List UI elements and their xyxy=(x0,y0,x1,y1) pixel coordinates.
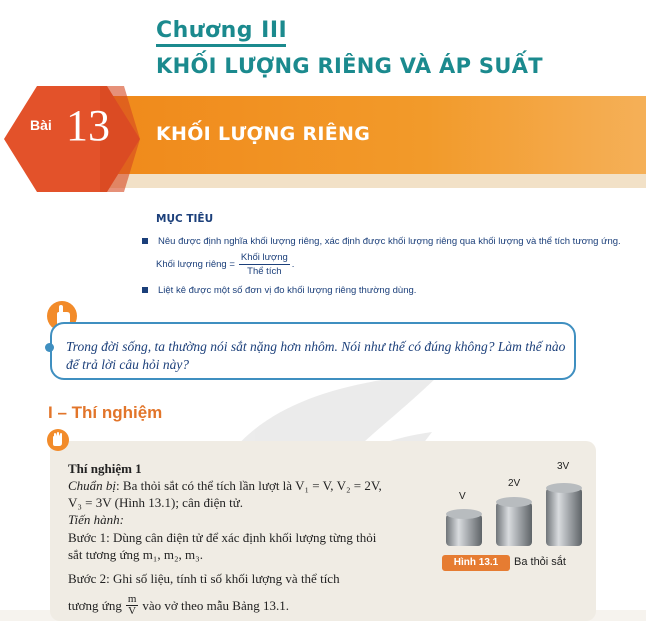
prep-line2: V₃ = 3V (Hình 13.1); cân điện tử. xyxy=(68,495,244,510)
question-dot xyxy=(45,343,54,352)
objective-text: Nêu được định nghĩa khối lượng riêng, xác định được khối lượng riêng qua khối lượng và thể tích tương ứng. xyxy=(158,236,621,247)
objective-item xyxy=(142,236,621,247)
chapter-label: Chương III xyxy=(156,18,288,43)
lesson-number: 13 xyxy=(66,101,110,150)
step2-frac-num: m xyxy=(127,593,137,605)
figure-label-v: V xyxy=(459,491,466,502)
figure-caption-text: Ba thỏi sắt xyxy=(514,556,566,568)
figure-label-3v: 3V xyxy=(557,461,570,472)
section-title: I – Thí nghiệm xyxy=(48,403,163,422)
bullet-icon xyxy=(142,287,148,293)
formula-lhs: Khối lượng riêng = xyxy=(156,259,235,270)
formula-end: . xyxy=(291,259,295,270)
figure-caption-tag: Hình 13.1 xyxy=(442,555,510,571)
experiment-title: Thí nghiệm 1 xyxy=(68,461,142,476)
objectives-heading: MỤC TIÊU xyxy=(156,213,214,225)
lesson-title: KHỐI LƯỢNG RIÊNG xyxy=(156,123,371,145)
chapter-title: KHỐI LƯỢNG RIÊNG VÀ ÁP SUẤT xyxy=(156,54,543,78)
formula-fraction xyxy=(239,252,290,277)
formula-numerator: Khối lượng xyxy=(240,252,288,263)
density-formula xyxy=(156,252,294,277)
iron-bar-1 xyxy=(446,509,482,546)
figure-label-2v: 2V xyxy=(508,478,521,489)
iron-bar-2 xyxy=(496,497,532,546)
step2-text-a: tương ứng xyxy=(68,598,122,613)
step2-fraction xyxy=(126,594,139,617)
procedure-label: Tiến hành: xyxy=(68,512,124,527)
step2-line2 xyxy=(68,594,289,617)
prep-label: Chuẩn bị xyxy=(68,478,117,493)
step1-line1: Bước 1: Dùng cân điện tử để xác định khối lượng từng thỏi xyxy=(68,530,377,545)
objective-text: Liệt kê được một số đơn vị đo khối lượng riêng thường dùng. xyxy=(158,285,417,296)
objective-item xyxy=(142,285,416,296)
hand-icon xyxy=(46,428,70,452)
iron-bars-figure xyxy=(440,480,590,552)
formula-denominator: Thể tích xyxy=(247,266,282,277)
opening-question: Trong đời sống, ta thường nói sắt nặng hơn nhôm. Nói như thế có đúng không? Làm thế nào để trả lời câu hỏi này? xyxy=(66,339,566,372)
step2-line1: Bước 2: Ghi số liệu, tính tỉ số khối lượng và thể tích xyxy=(68,571,340,586)
step1-line2: sắt tương ứng m₁, m₂, m₃. xyxy=(68,547,203,562)
bullet-icon xyxy=(142,238,148,244)
step2-frac-den: V xyxy=(128,605,137,617)
prep-line1: : Ba thỏi sắt có thể tích lần lượt là V₁ = V, V₂ = 2V, xyxy=(116,478,382,493)
lesson-banner-shadow xyxy=(95,174,646,188)
iron-bar-3 xyxy=(546,483,582,546)
chapter-underline xyxy=(156,44,286,47)
lesson-prefix: Bài xyxy=(30,117,52,133)
experiment-prep xyxy=(68,477,382,494)
step2-text-b: vào vở theo mẫu Bảng 13.1. xyxy=(142,598,289,613)
